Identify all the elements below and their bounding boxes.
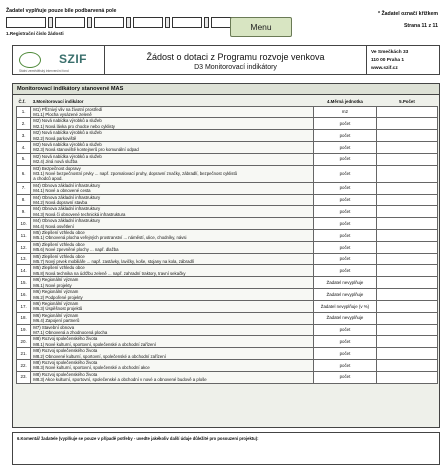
indicator-text bbox=[31, 289, 314, 301]
table-row bbox=[17, 194, 438, 206]
count-input[interactable] bbox=[376, 218, 437, 230]
table-row bbox=[17, 141, 438, 153]
indicator-text bbox=[31, 241, 314, 253]
comment-label: 6.Komentář žadatele (vyplňuje se pouze v případě potřeby - uvedte jakékoliv další údaje důležité pro posouzení projektu): bbox=[17, 436, 259, 441]
indicator-line: M5.1) Obnovená plocha veřejných prostranství ... náměstí, ulice, chodníky, návsi bbox=[33, 235, 187, 241]
page-title: Žádost o dotaci z Programu rozvoje venkova bbox=[146, 52, 325, 62]
table-row bbox=[17, 206, 438, 218]
table-row bbox=[17, 348, 438, 360]
indicator-line: M4.2) Nová dopravní stavba bbox=[33, 200, 88, 205]
indicator-line: M8.3) Nové kulturní, sportovní, společenské a obchodní akce bbox=[33, 365, 150, 371]
indicator-line: M8) Rozvoj společenského života bbox=[33, 359, 98, 365]
unit-cell: počet bbox=[313, 141, 376, 153]
count-input[interactable] bbox=[376, 141, 437, 153]
indicator-line: M4.4) Nová osvětlení bbox=[33, 223, 74, 229]
unit-cell: počet bbox=[313, 371, 376, 383]
reg-field-4[interactable] bbox=[133, 17, 163, 28]
table-row bbox=[17, 253, 438, 265]
table-row bbox=[17, 241, 438, 253]
indicator-text bbox=[31, 324, 314, 336]
col-header-num: Č.f. bbox=[18, 99, 26, 105]
indicator-text bbox=[31, 106, 314, 118]
row-number: 22. bbox=[17, 359, 31, 371]
indicator-line: M5.7) Nový prvek mobiliáře ... např. zastávky, lavičky, koše, stojany na kola, zábradlí bbox=[33, 259, 195, 265]
count-input[interactable] bbox=[376, 371, 437, 383]
indicator-line: M4) Obnova základní infrastruktury bbox=[33, 206, 101, 212]
unit-cell: počet bbox=[313, 336, 376, 348]
indicator-text bbox=[31, 230, 314, 242]
unit-cell: počet bbox=[313, 206, 376, 218]
indicator-text bbox=[31, 300, 314, 312]
count-input[interactable] bbox=[376, 241, 437, 253]
indicator-text bbox=[31, 265, 314, 277]
row-number: 4. bbox=[17, 141, 31, 153]
indicators-body bbox=[17, 106, 438, 383]
count-input[interactable] bbox=[376, 153, 437, 165]
indicator-line: M3) Bezpečnost dopravy bbox=[33, 165, 81, 171]
row-number: 5. bbox=[17, 153, 31, 165]
reg-separator bbox=[87, 17, 92, 28]
indicator-line: M8.2) Obnovené kulturní, sportovní, společenské a obchodní zařízení bbox=[33, 353, 166, 359]
indicator-line: M5) Zlepšení vzhledu obce bbox=[33, 230, 85, 236]
row-number: 3. bbox=[17, 130, 31, 142]
row-number: 6. bbox=[17, 165, 31, 182]
indicator-line: M4.1) Nové a obnovené cesta bbox=[33, 188, 91, 194]
count-input[interactable] bbox=[376, 300, 437, 312]
indicator-text bbox=[31, 206, 314, 218]
indicator-line: M6.1) Nové projekty bbox=[33, 282, 72, 288]
unit-cell: počet bbox=[313, 324, 376, 336]
indicator-text bbox=[31, 312, 314, 324]
reg-separator bbox=[204, 17, 209, 28]
row-number: 9. bbox=[17, 206, 31, 218]
indicator-text bbox=[31, 153, 314, 165]
address-street: Ve Smečkách 33 bbox=[371, 50, 409, 55]
szif-logo bbox=[13, 46, 105, 74]
reg-field-5[interactable] bbox=[172, 17, 202, 28]
unit-cell: počet bbox=[313, 241, 376, 253]
page-info bbox=[378, 8, 438, 32]
unit-cell: počet bbox=[313, 153, 376, 165]
count-input[interactable] bbox=[376, 265, 437, 277]
count-input[interactable] bbox=[376, 312, 437, 324]
count-input[interactable] bbox=[376, 106, 437, 118]
count-input[interactable] bbox=[376, 359, 437, 371]
indicator-text bbox=[31, 141, 314, 153]
row-number: 15. bbox=[17, 277, 31, 289]
indicator-line: M4) Obnova základní infrastruktury bbox=[33, 194, 101, 200]
row-number: 11. bbox=[17, 230, 31, 242]
count-input[interactable] bbox=[376, 277, 437, 289]
count-input[interactable] bbox=[376, 348, 437, 360]
required-note: * Žadatel označí křížkem bbox=[378, 11, 438, 17]
reg-field-3[interactable] bbox=[94, 17, 124, 28]
row-number: 19. bbox=[17, 324, 31, 336]
table-row bbox=[17, 324, 438, 336]
table-row bbox=[17, 182, 438, 194]
row-number: 10. bbox=[17, 218, 31, 230]
row-number: 12. bbox=[17, 241, 31, 253]
indicators-table bbox=[16, 98, 438, 384]
indicator-line: a chodců apod. bbox=[33, 176, 63, 182]
unit-cell: Žadatel nevyplňuje bbox=[313, 289, 376, 301]
unit-cell: Žadatel nevyplňuje bbox=[313, 312, 376, 324]
table-row bbox=[17, 265, 438, 277]
col-header-unit: 4.Měrná jednotka bbox=[327, 99, 363, 105]
row-number: 8. bbox=[17, 194, 31, 206]
indicator-text bbox=[31, 371, 314, 383]
indicator-line: M6) Regionální význam bbox=[33, 277, 79, 283]
count-input[interactable] bbox=[376, 289, 437, 301]
unit-cell: počet bbox=[313, 194, 376, 206]
table-row bbox=[17, 359, 438, 371]
indicator-line: M7.1) Obnovená a zhodnocená plocha bbox=[33, 329, 108, 335]
count-input[interactable] bbox=[376, 336, 437, 348]
indicator-line: M1) Příznivý vliv na životní prostředí bbox=[33, 106, 103, 112]
unit-cell: počet bbox=[313, 265, 376, 277]
indicator-line: M6) Regionální význam bbox=[33, 289, 79, 295]
table-row bbox=[17, 336, 438, 348]
menu-button[interactable]: Menu bbox=[230, 17, 292, 37]
col-header-indicator: 3.Monitorovací indikátor bbox=[32, 99, 84, 105]
form-title bbox=[105, 46, 367, 74]
unit-cell: počet bbox=[313, 348, 376, 360]
row-number: 7. bbox=[17, 182, 31, 194]
table-row bbox=[17, 277, 438, 289]
table-row bbox=[17, 165, 438, 182]
row-number: 23. bbox=[17, 371, 31, 383]
unit-cell: m2 bbox=[313, 106, 376, 118]
indicator-line: M5.6) Nové zpevněné plochy ... např. dlažba bbox=[33, 247, 119, 253]
indicator-text bbox=[31, 118, 314, 130]
unit-cell: počet bbox=[313, 218, 376, 230]
indicator-text bbox=[31, 348, 314, 360]
indicator-line: M8) Rozvoj společenského života bbox=[33, 348, 98, 354]
indicator-line: M2) Nová nabídka výrobků a služeb bbox=[33, 141, 102, 147]
indicator-line: M2.2) Nová parkoviště bbox=[33, 135, 77, 141]
indicator-text bbox=[31, 277, 314, 289]
row-number: 21. bbox=[17, 348, 31, 360]
registration-label: 1.Registrační číslo žádosti bbox=[6, 31, 64, 36]
reg-separator bbox=[126, 17, 131, 28]
table-row bbox=[17, 118, 438, 130]
indicator-text bbox=[31, 218, 314, 230]
unit-cell: počet bbox=[313, 182, 376, 194]
indicator-line: M6.4) Zapojení partnerů bbox=[33, 318, 80, 324]
table-row bbox=[17, 300, 438, 312]
form-header bbox=[12, 45, 440, 75]
indicator-line: M5.8) Nová technika na údržbu zeleně ... např. zahradní traktory, travní sekačky bbox=[33, 270, 186, 276]
indicator-text bbox=[31, 194, 314, 206]
unit-cell: počet bbox=[313, 359, 376, 371]
logo-subtitle: Státní zemědělský intervenční fond bbox=[19, 69, 69, 73]
count-input[interactable] bbox=[376, 182, 437, 194]
table-row bbox=[17, 218, 438, 230]
page-number: Strana 11 z 11 bbox=[403, 23, 438, 29]
indicator-line: M2) Nová nabídka výrobků a služeb bbox=[33, 118, 102, 124]
table-row bbox=[17, 312, 438, 324]
row-number: 14. bbox=[17, 265, 31, 277]
indicator-line: M6.3) Úspěšnost projektů bbox=[33, 306, 83, 312]
row-number: 13. bbox=[17, 253, 31, 265]
indicator-text bbox=[31, 336, 314, 348]
indicator-line: M8.3) Akce kulturní, sportovní, společenské a obchodní v nové a obnovené budově a ploše bbox=[33, 377, 207, 383]
indicator-line: M4.3) Nová či obnovené technická infrastruktura bbox=[33, 211, 126, 217]
indicator-line: M5) Zlepšení vzhledu obce bbox=[33, 253, 85, 259]
row-number: 16. bbox=[17, 289, 31, 301]
reg-field-1[interactable] bbox=[6, 17, 46, 28]
unit-cell: Žadatel nevyplňuje (v %) bbox=[313, 300, 376, 312]
table-row bbox=[17, 106, 438, 118]
indicator-line: M5) Zlepšení vzhledu obce bbox=[33, 241, 85, 247]
unit-cell: počet bbox=[313, 130, 376, 142]
unit-cell: počet bbox=[313, 253, 376, 265]
count-input[interactable] bbox=[376, 253, 437, 265]
row-number: 18. bbox=[17, 312, 31, 324]
row-number: 17. bbox=[17, 300, 31, 312]
address-city: 110 00 Praha 1 bbox=[371, 58, 405, 63]
indicator-line: M4) Obnova základní infrastruktury bbox=[33, 218, 101, 224]
table-row bbox=[17, 153, 438, 165]
indicator-text bbox=[31, 130, 314, 142]
page-subtitle: D3 Monitorovací indikátory bbox=[194, 64, 277, 71]
unit-cell: počet bbox=[313, 165, 376, 182]
row-number: 20. bbox=[17, 336, 31, 348]
table-row bbox=[17, 230, 438, 242]
reg-separator bbox=[165, 17, 170, 28]
logo-text: SZIF bbox=[59, 52, 87, 66]
count-input[interactable] bbox=[376, 206, 437, 218]
indicator-text bbox=[31, 182, 314, 194]
table-row bbox=[17, 289, 438, 301]
indicator-line: M2) Nová nabídka výrobků a služeb bbox=[33, 153, 102, 159]
table-row bbox=[17, 371, 438, 383]
office-address bbox=[367, 46, 439, 74]
indicator-line: M8) Rozvoj společenského života bbox=[33, 336, 98, 342]
indicator-text bbox=[31, 165, 314, 182]
section-title: Monitorovací indikátory stanovené MAS bbox=[13, 84, 439, 95]
registration-number-fields bbox=[6, 17, 235, 28]
col-header-count: 5.Počet bbox=[399, 99, 415, 105]
indicators-section bbox=[12, 83, 440, 428]
count-input[interactable] bbox=[376, 324, 437, 336]
unit-cell: počet bbox=[313, 230, 376, 242]
address-web: www.szif.cz bbox=[371, 66, 398, 71]
indicator-line: M6) Regionální význam bbox=[33, 300, 79, 306]
table-row bbox=[17, 130, 438, 142]
row-number: 2. bbox=[17, 118, 31, 130]
indicator-line: M6) Regionální význam bbox=[33, 312, 79, 318]
unit-cell: počet bbox=[313, 118, 376, 130]
count-input[interactable] bbox=[376, 194, 437, 206]
indicator-line: M2) Nová nabídka výrobků a služeb bbox=[33, 130, 102, 136]
count-input[interactable] bbox=[376, 165, 437, 182]
indicator-line: M4) Obnova základní infrastruktury bbox=[33, 182, 101, 188]
indicator-line: M2.4) Jiná nová služba bbox=[33, 159, 78, 165]
indicator-line: M6.2) Podpořené projekty bbox=[33, 294, 83, 300]
indicator-line: M7) Stavební obnova bbox=[33, 324, 75, 330]
fill-instruction: Žadatel vyplňuje pouze bíle podbarvená pole bbox=[6, 8, 117, 14]
indicator-line: M8.1) Nové kulturní, sportovní, společenské a obchodní zařízení bbox=[33, 341, 156, 347]
count-input[interactable] bbox=[376, 118, 437, 130]
reg-separator bbox=[48, 17, 53, 28]
count-input[interactable] bbox=[376, 230, 437, 242]
indicator-line: M5) Zlepšení vzhledu obce bbox=[33, 265, 85, 271]
indicator-text bbox=[31, 359, 314, 371]
row-number: 1. bbox=[17, 106, 31, 118]
indicator-line: M2.1) Nová lávka pro chodce nebo cyklisty bbox=[33, 123, 115, 129]
count-input[interactable] bbox=[376, 130, 437, 142]
logo-ring-icon bbox=[19, 52, 41, 68]
unit-cell: Žadatel nevyplňuje bbox=[313, 277, 376, 289]
indicator-line: M3.1) Nové bezpečnostní prvky ... např. zpomalovací pruhy, dopravní značky, zábradlí, bezpečnost cyklistů bbox=[33, 170, 238, 176]
indicator-line: M2.3) Nová stanoviště kontejnerů pro komunální odpad bbox=[33, 147, 139, 153]
indicator-line: M8) Rozvoj společenského života bbox=[33, 371, 98, 377]
reg-field-2[interactable] bbox=[55, 17, 85, 28]
comment-field[interactable] bbox=[12, 432, 440, 465]
indicator-text bbox=[31, 253, 314, 265]
indicator-line: M1.1) Plocha vysázené zeleně bbox=[33, 111, 92, 117]
